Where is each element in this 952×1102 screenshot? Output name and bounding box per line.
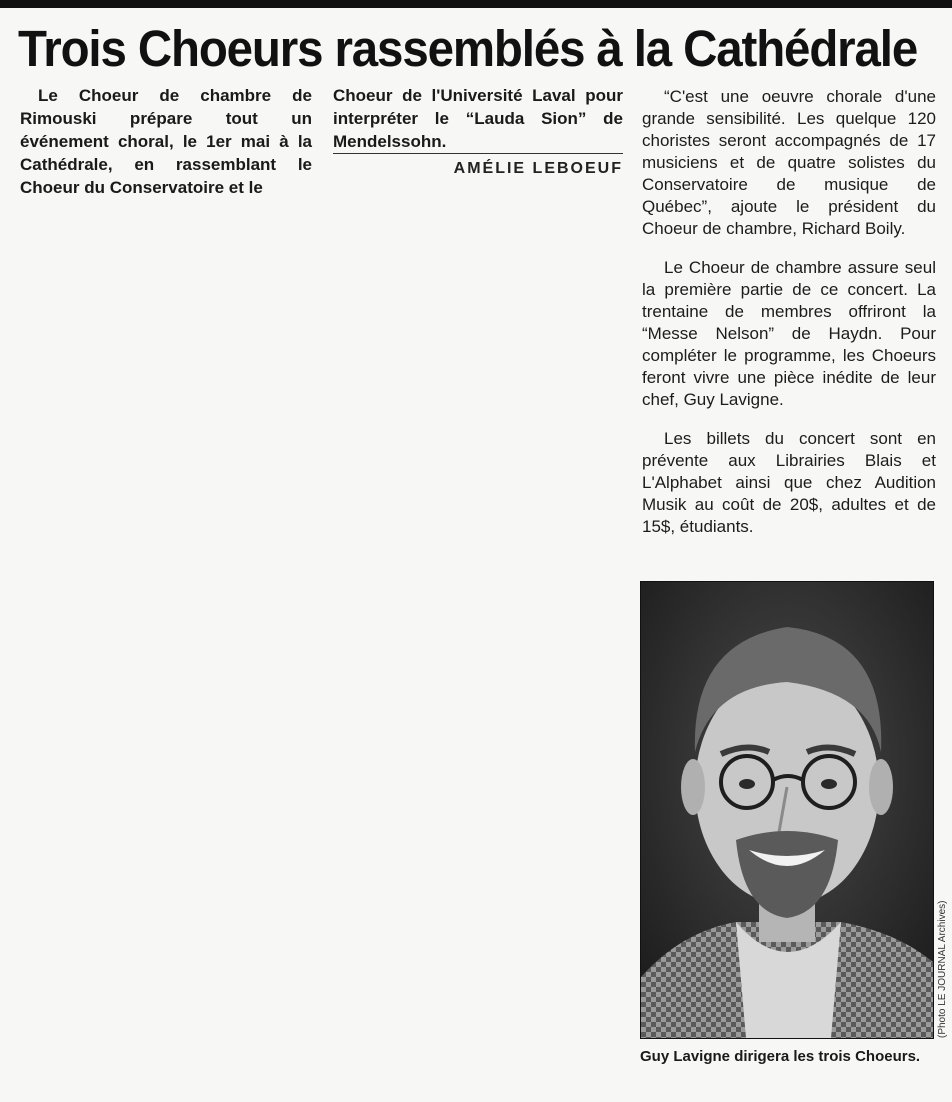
body-paragraph-1: “C'est une oeuvre chorale d'une grande sensibilité. Les quelque 120 choristes seront accompagnés de 17 musiciens et de quatre solistes du Conservatoire de musique de Québec”, ajoute le président du Choeur de chambre, Richard Boily. bbox=[642, 87, 936, 238]
body-paragraph-3: Les billets du concert sont en prévente aux Librairies Blais et L'Alphabet ainsi que chez Audition Musik au coût de 20$, adultes et de 15$, étudiants. bbox=[642, 429, 936, 536]
byline: AMÉLIE LEBOEUF bbox=[453, 160, 623, 177]
lead-column-2: Choeur de l'Université Laval pour interpréter le “Lauda Sion” de Mendelssohn. bbox=[333, 86, 623, 151]
body-paragraph-2: Le Choeur de chambre assure seul la première partie de ce concert. La trentaine de membres offriront la “Messe Nelson” de Haydn. Pour compléter le programme, les Choeurs feront vivre une pièce inédite de leur chef, Guy Lavigne. bbox=[642, 258, 936, 409]
photo-caption: Guy Lavigne dirigera les trois Choeurs. bbox=[640, 1048, 921, 1065]
lead-column-1: Le Choeur de chambre de Rimouski prépare tout un événement choral, le 1er mai à la Cathédrale, en rassemblant le Choeur du Conservatoire et le bbox=[20, 86, 312, 197]
headline: Trois Choeurs rassemblés à la Cathédrale bbox=[18, 20, 918, 77]
photo-credit: (Photo LE JOURNAL Archives) bbox=[937, 900, 948, 1038]
portrait-photo bbox=[640, 581, 934, 1039]
body-column bbox=[642, 86, 936, 555]
byline-rule bbox=[333, 153, 623, 154]
portrait-illustration bbox=[641, 582, 933, 1038]
top-rule bbox=[0, 0, 952, 8]
